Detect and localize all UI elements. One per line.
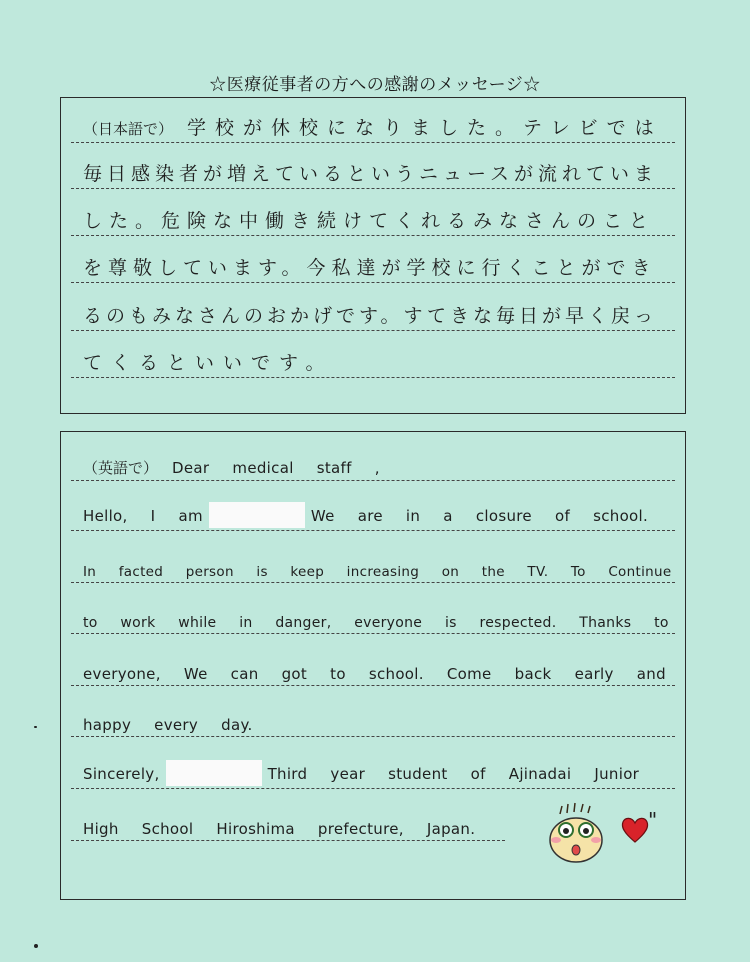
redacted-signature — [166, 760, 262, 786]
jp-line-6 — [71, 343, 675, 378]
jp-text-1: 学校が休校になりました。テレビでは — [187, 117, 663, 139]
quote-mark: " — [648, 808, 658, 832]
en-text-1b: We are in a closure of school. — [310, 507, 649, 525]
en-text-7: High School Hiroshima prefecture, Japan. — [83, 820, 476, 838]
en-line-0 — [71, 442, 675, 481]
jp-text-6: てくるといいです。 — [83, 352, 334, 374]
en-line-2 — [71, 544, 675, 583]
en-line-4 — [71, 647, 675, 686]
jp-line-5 — [71, 296, 675, 331]
en-greeting: Dear medical staff , — [172, 459, 380, 477]
jp-text-3: した。危険な中働き続けてくれるみなさんのこと — [83, 210, 656, 232]
en-line-5 — [71, 698, 675, 737]
en-text-6b: Third year student of Ajinadai Junior — [267, 765, 640, 783]
japanese-message-box — [60, 97, 686, 414]
en-line-7 — [71, 802, 505, 841]
jp-text-4: を尊敬しています。今私達が学校に行くことができ — [83, 257, 657, 279]
jp-text-5: るのもみなさんのおかげです。すてきな毎日が早く戻っ — [83, 305, 658, 327]
heart-icon — [620, 816, 650, 844]
redacted-name — [209, 502, 305, 528]
jp-text-2: 毎日感染者が増えているというニュースが流れていま — [83, 163, 659, 185]
en-text-1a: Hello, I am — [83, 507, 203, 525]
jp-line-1 — [71, 108, 675, 143]
margin-mark — [34, 726, 37, 728]
english-label: （英語で） — [83, 459, 159, 477]
en-text-4: everyone, We can got to school. Come back early and — [83, 665, 666, 683]
en-text-5: happy every day. — [83, 716, 253, 734]
jp-line-3 — [71, 201, 675, 236]
jp-line-2 — [71, 154, 675, 189]
margin-dot — [34, 944, 38, 948]
page-title: ☆医療従事者の方への感謝のメッセージ☆ — [209, 75, 541, 95]
japanese-label: （日本語で） — [83, 120, 174, 138]
en-text-3: to work while in danger, everyone is respected. Thanks to — [83, 615, 669, 631]
smiley-face-drawing — [540, 800, 614, 870]
en-line-1 — [71, 492, 675, 531]
jp-line-4 — [71, 248, 675, 283]
en-text-6a: Sincerely, — [83, 765, 160, 783]
en-line-3 — [71, 595, 675, 634]
en-line-6 — [71, 750, 675, 789]
en-text-2: In facted person is keep increasing on the TV. To Continue — [83, 564, 672, 580]
